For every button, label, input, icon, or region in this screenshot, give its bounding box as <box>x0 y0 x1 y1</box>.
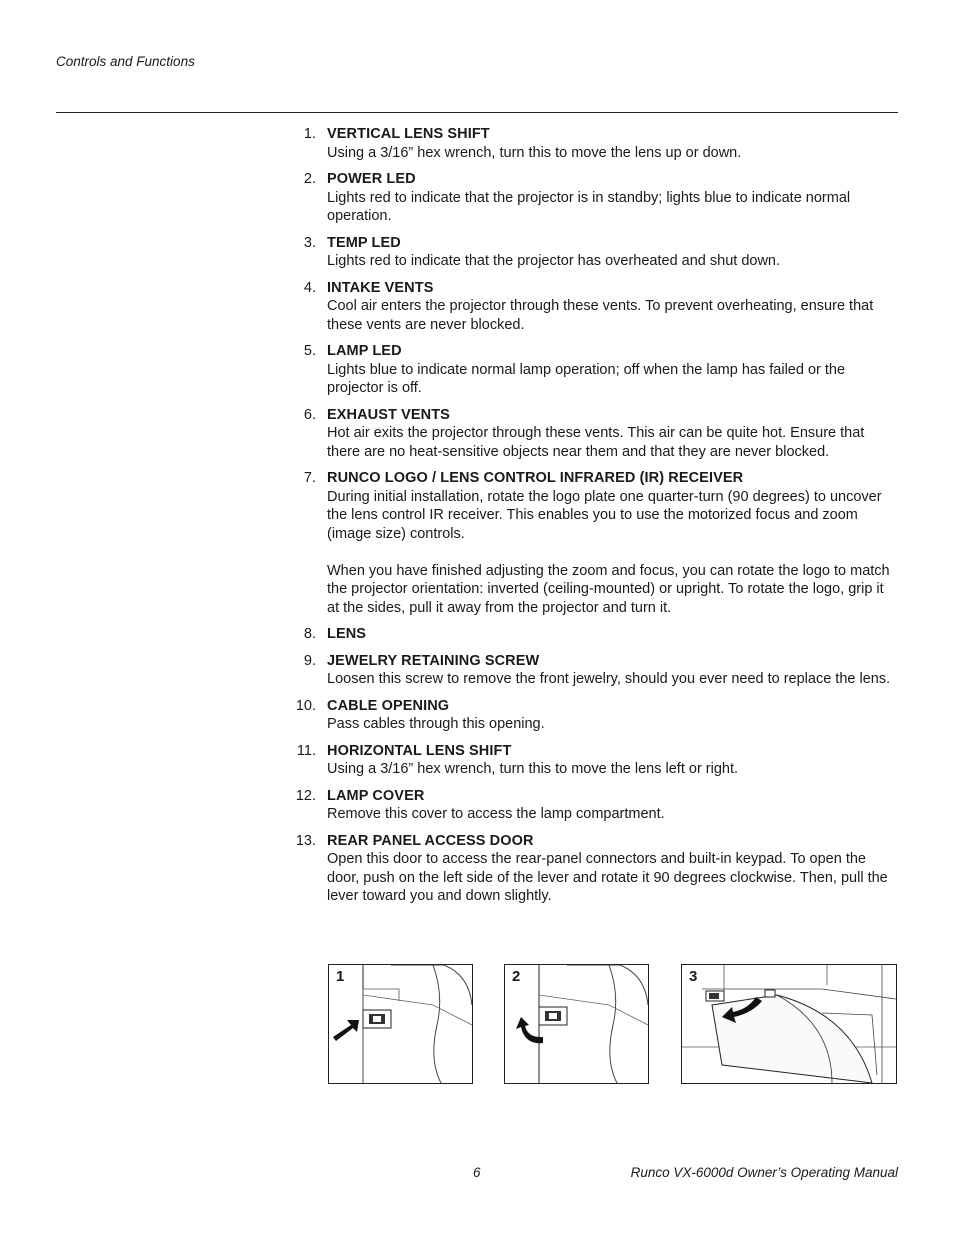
item-content <box>327 625 899 644</box>
figure-step-1-label: 1 <box>336 968 345 985</box>
item-number: 10. <box>295 697 316 714</box>
item-number: 2. <box>303 171 316 187</box>
item-description: Hot air exits the projector through these vents. This air can be quite hot. Ensure that there are no heat-sensitive objects near them and that they are never blocked. <box>327 425 865 460</box>
running-head: Controls and Functions <box>56 54 195 69</box>
item-number: 5. <box>303 343 316 359</box>
item-content <box>327 832 899 906</box>
item-description: Remove this cover to access the lamp compartment. <box>327 806 665 822</box>
item-number: 9. <box>303 652 316 669</box>
item-description: During initial installation, rotate the logo plate one quarter-turn (90 degrees) to uncover the lens control IR receiver. This enables you to use the motorized focus and zoom (image size) controls. <box>327 488 882 542</box>
item-description: Lights red to indicate that the projector has overheated and shut down. <box>327 253 781 269</box>
item-description: Using a 3/16” hex wrench, turn this to move the lens left or right. <box>327 761 739 777</box>
item-title: LENS <box>327 626 367 642</box>
item-title: TEMP LED <box>327 234 401 251</box>
figure-step-2 <box>504 964 649 1084</box>
item-title: HORIZONTAL LENS SHIFT <box>327 742 512 759</box>
item-title: JEWELRY RETAINING SCREW <box>327 652 540 669</box>
item-content <box>327 697 899 734</box>
header-rule <box>56 112 898 113</box>
item-content <box>327 234 899 271</box>
item-description: Pass cables through this opening. <box>327 716 545 732</box>
item-description: Cool air enters the projector through these vents. To prevent overheating, ensure that these vents are never blocked. <box>327 298 874 333</box>
list-item <box>0 469 954 617</box>
figure-step-2-illustration <box>505 965 648 1083</box>
list-item <box>0 342 954 398</box>
item-content <box>327 170 899 226</box>
item-number: 7. <box>303 470 316 486</box>
list-item <box>0 170 954 226</box>
item-number: 13. <box>295 832 316 849</box>
figure-step-1-illustration <box>329 965 472 1083</box>
item-content <box>327 342 899 398</box>
page-number: 6 <box>473 1165 481 1180</box>
figure-step-3-label: 3 <box>689 968 698 985</box>
figure-step-3-illustration <box>682 965 896 1083</box>
list-item <box>0 832 954 906</box>
manual-title: Runco VX-6000d Owner’s Operating Manual <box>630 1165 898 1180</box>
item-content <box>327 787 899 824</box>
item-content <box>327 469 899 617</box>
item-number: 1. <box>303 126 316 142</box>
list-item <box>0 652 954 689</box>
item-content <box>327 652 899 689</box>
figure-step-2-label: 2 <box>512 968 521 985</box>
item-content <box>327 279 899 335</box>
list-item <box>0 279 954 335</box>
figure-strip <box>0 964 954 1084</box>
control-list <box>0 125 954 914</box>
item-title: LAMP COVER <box>327 787 425 804</box>
item-title: RUNCO LOGO / LENS CONTROL INFRARED (IR) RECEIVER <box>327 470 744 486</box>
item-content <box>327 406 899 462</box>
item-description: Lights blue to indicate normal lamp operation; off when the lamp has failed or the projector is off. <box>327 361 846 396</box>
item-number: 11. <box>296 742 316 759</box>
list-item <box>0 742 954 779</box>
list-item <box>0 125 954 162</box>
list-item <box>0 625 954 644</box>
item-content <box>327 742 899 779</box>
figure-step-1 <box>328 964 473 1084</box>
item-title: EXHAUST VENTS <box>327 406 450 423</box>
item-title: POWER LED <box>327 171 416 187</box>
item-number: 12. <box>295 787 316 804</box>
item-number: 8. <box>303 626 316 642</box>
item-title: REAR PANEL ACCESS DOOR <box>327 832 534 849</box>
item-title: CABLE OPENING <box>327 697 450 714</box>
item-number: 3. <box>303 234 316 251</box>
item-description: Open this door to access the rear-panel connectors and built-in keypad. To open the door, push on the left side of the lever and rotate it 90 degrees clockwise. Then, pull the lever toward you and down slightly. <box>327 851 888 904</box>
item-description: When you have finished adjusting the zoom and focus, you can rotate the logo to match the projector orientation: inverted (ceiling-mounted) or upright. To rotate the logo, grip it at the sides, pull it away from the projector and turn it. <box>327 562 890 616</box>
figure-step-3 <box>681 964 897 1084</box>
list-item <box>0 697 954 734</box>
list-item <box>0 406 954 462</box>
item-title: LAMP LED <box>327 343 402 359</box>
item-description: Loosen this screw to remove the front jewelry, should you ever need to replace the lens. <box>327 671 891 687</box>
item-description: Using a 3/16” hex wrench, turn this to move the lens up or down. <box>327 144 742 161</box>
item-title: VERTICAL LENS SHIFT <box>327 126 490 142</box>
item-number: 6. <box>303 406 316 423</box>
list-item <box>0 787 954 824</box>
list-item <box>0 234 954 271</box>
item-number: 4. <box>303 279 316 296</box>
item-content <box>327 125 899 162</box>
item-title: INTAKE VENTS <box>327 279 434 296</box>
item-description: Lights red to indicate that the projector is in standby; lights blue to indicate normal operation. <box>327 189 851 224</box>
